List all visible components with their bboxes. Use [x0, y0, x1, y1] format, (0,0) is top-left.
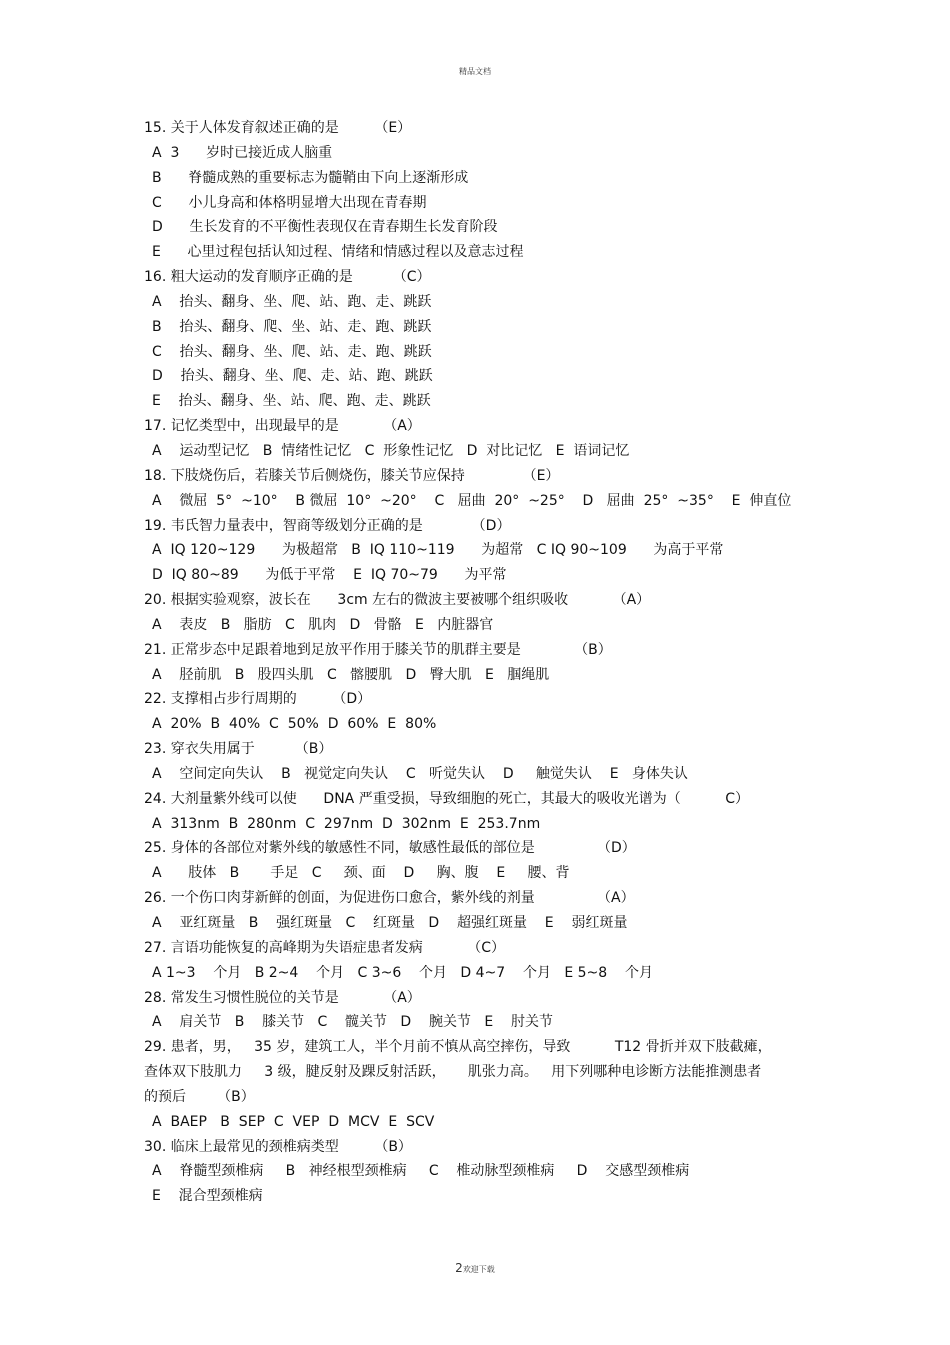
- question-25: 25. 身体的各部位对紫外线的敏感性不同，敏感性最低的部位是 （D）: [144, 840, 636, 857]
- question-26: 26. 一个伤口肉芽新鲜的创面，为促进伤口愈合，紫外线的剂量 （A）: [144, 890, 635, 907]
- question-22: 22. 支撑相占步行周期的 （D）: [144, 691, 372, 708]
- option-line: A 抬头、翻身、坐、爬、站、跑、走、跳跃: [152, 293, 432, 310]
- question-28: 28. 常发生习惯性脱位的关节是 （A）: [144, 989, 421, 1006]
- option-line: A 20% B 40% C 50% D 60% E 80%: [152, 716, 437, 733]
- option-line: E 抬头、翻身、坐、站、爬、跑、走、跳跃: [152, 393, 431, 410]
- option-line: A BAEP B SEP C VEP D MCV E SCV: [152, 1113, 435, 1130]
- option-line: A 肢体 B 手足 C 颈、面 D 胸、腹 E 腰、背: [152, 865, 570, 882]
- question-21: 21. 正常步态中足跟着地到足放平作用于膝关节的肌群主要是 （B）: [144, 641, 612, 658]
- question-list: [144, 116, 804, 1209]
- question-17: 17. 记忆类型中，出现最早的是 （A）: [144, 418, 421, 435]
- option-line: C 抬头、翻身、坐、爬、站、走、跑、跳跃: [152, 343, 432, 360]
- option-line: C 小儿身高和体格明显增大出现在青春期: [152, 194, 427, 211]
- option-line: A 313nm B 280nm C 297nm D 302nm E 253.7nm: [152, 815, 541, 832]
- page-header: 精品文档: [459, 67, 491, 76]
- option-line: D IQ 80~89 为低于平常 E IQ 70~79 为平常: [152, 567, 507, 584]
- option-line: B 脊髓成熟的重要标志为髓鞘由下向上逐渐形成: [152, 169, 469, 186]
- option-line: A IQ 120~129 为极超常 B IQ 110~119 为超常 C IQ 90~109 为高于平常: [152, 542, 724, 559]
- footer-text: 欢迎下载: [462, 1265, 495, 1274]
- question-20: 20. 根据实验观察，波长在 3cm 左右的微波主要被哪个组织吸收 （A）: [144, 592, 651, 609]
- option-line: A 亚红斑量 B 强红斑量 C 红斑量 D 超强红斑量 E 弱红斑量: [152, 915, 628, 931]
- question-30: 30. 临床上最常见的颈椎病类型 （B）: [144, 1138, 412, 1155]
- option-line: A 胫前肌 B 股四头肌 C 髂腰肌 D 臀大肌 E 腘绳肌: [152, 666, 550, 683]
- option-line: D 抬头、翻身、坐、爬、走、站、跑、跳跃: [152, 368, 433, 385]
- option-line: A 空间定向失认 B 视觉定向失认 C 听觉失认 D 触觉失认 E 身体失认: [152, 765, 688, 782]
- question-24: 24. 大剂量紫外线可以使 DNA 严重受损，导致细胞的死亡，其最大的吸收光谱为（ C）: [144, 790, 749, 807]
- option-line: A 3 岁时已接近成人脑重: [152, 144, 333, 161]
- question-18: 18. 下肢烧伤后，若膝关节后侧烧伤，膝关节应保持 （E）: [144, 467, 560, 484]
- option-line: A 肩关节 B 膝关节 C 髋关节 D 腕关节 E 肘关节: [152, 1014, 553, 1031]
- option-line: E 心里过程包括认知过程、情绪和情感过程以及意志过程: [152, 244, 524, 261]
- option-line: A 微屈 5° ~10° B 微屈 10° ~20° C 屈曲 20° ~25° D 屈曲 25° ~35° E 伸直位: [152, 492, 792, 509]
- question-15: 15. 关于人体发育叙述正确的是 （E）: [144, 120, 412, 136]
- question-19: 19. 韦氏智力量表中，智商等级划分正确的是 （D）: [144, 517, 511, 534]
- question-27: 27. 言语功能恢复的高峰期为失语症患者发病 （C）: [144, 939, 505, 956]
- page-footer: [0, 1261, 950, 1275]
- option-line: A 脊髓型颈椎病 B 神经根型颈椎病 C 椎动脉型颈椎病 D 交感型颈椎病: [152, 1163, 690, 1180]
- page-number: 2: [455, 1261, 463, 1275]
- option-line: A 运动型记忆 B 情绪性记忆 C 形象性记忆 D 对比记忆 E 语词记忆: [152, 442, 630, 459]
- question-29-continued: 的预后 （B）: [144, 1088, 255, 1105]
- option-line: D 生长发育的不平衡性表现仅在青春期生长发育阶段: [152, 219, 498, 236]
- question-23: 23. 穿衣失用属于 （B）: [144, 741, 333, 758]
- question-16: 16. 粗大运动的发育顺序正确的是 （C）: [144, 269, 431, 286]
- question-29: 29. 患者，男， 35 岁，建筑工人，半个月前不慎从高空摔伤，导致 T12 骨折并双下肢截瘫，: [144, 1039, 772, 1056]
- option-line: B 抬头、翻身、爬、坐、站、走、跑、跳跃: [152, 318, 432, 335]
- option-line: E 混合型颈椎病: [152, 1188, 263, 1205]
- option-line: A 1~3 个月 B 2~4 个月 C 3~6 个月 D 4~7 个月 E 5~8 个月: [152, 964, 653, 981]
- option-line: A 表皮 B 脂肪 C 肌肉 D 骨骼 E 内脏器官: [152, 616, 494, 633]
- question-29-continued: 查体双下肢肌力 3 级，腱反射及踝反射活跃， 肌张力高。 用下列哪种电诊断方法能推测患者: [144, 1064, 762, 1081]
